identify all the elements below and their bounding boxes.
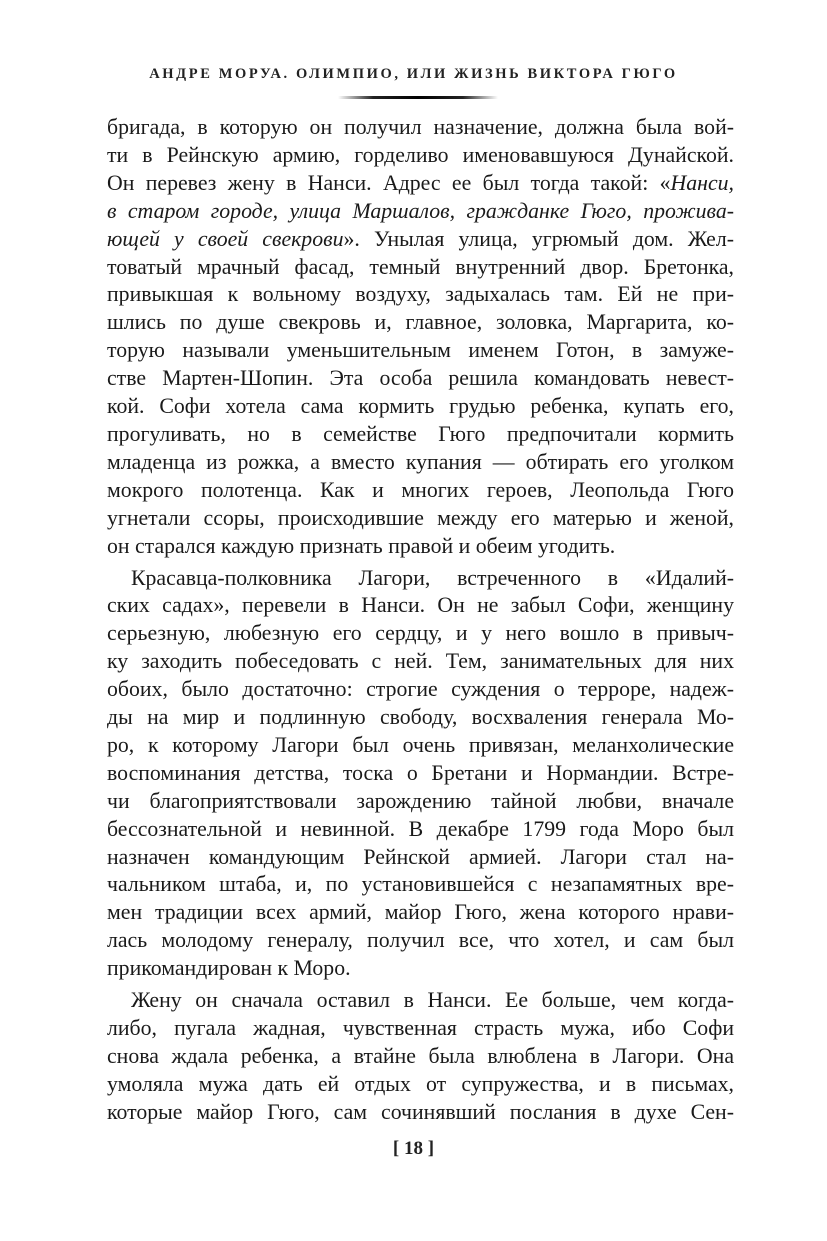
text-line: Он перевез жену в Нанси. Адрес ее был тогда такой: «Нанси, [107,170,734,195]
paragraph-3 [107,987,734,1127]
page-number: [ 18 ] [392,1138,435,1159]
text-line: прогуливать, но в семействе Гюго предпочитали кормить [107,421,734,446]
text-line: лась молодому генералу, получил все, что хотел, и сам был [107,928,734,953]
text-line: ды на мир и подлинную свободу, восхваления генерала Мо- [107,705,734,730]
text-line: шлись по душе свекровь и, главное, золовка, Маргарита, ко- [107,310,734,335]
text-line: товатый мрачный фасад, темный внутренний двор. Бретонка, [107,254,734,279]
text-line: ских садах», перевели в Нанси. Он не забыл Софи, женщину [107,593,734,618]
text-line: бессознательной и невинной. В декабре 1799 года Моро был [107,816,734,841]
text-line: воспоминания детства, тоска о Бретани и Нормандии. Встре- [107,760,734,785]
text-line: торую называли уменьшительным именем Готон, в замуже- [107,338,734,363]
text-line: Красавца-полковника Лагори, встреченного в «Идалий- [131,565,734,590]
text-line: чальником штаба, и, по установившейся с незапамятных вре- [107,872,734,897]
header-rule [338,96,498,99]
text-line: чи благоприятствовали зарождению тайной любви, вначале [107,788,734,813]
text-line: угнетали ссоры, происходившие между его матерью и женой, [107,505,734,530]
text-line: обоих, было достаточно: строгие суждения о терроре, надеж- [107,677,734,702]
text-line: мен традиции всех армий, майор Гюго, жена которого нрави- [107,900,734,925]
text-line: снова ждала ребенка, а втайне была влюблена в Лагори. Она [107,1043,734,1068]
text-line: стве Мартен-Шопин. Эта особа решила командовать невест- [107,366,734,391]
text-line: привыкшая к вольному воздуху, задыхалась там. Ей не при- [107,282,734,307]
text-line: назначен командующим Рейнской армией. Лагори стал на- [107,844,734,869]
text-line: он старался каждую признать правой и обеим угодить. [107,533,616,558]
text-line: ро, к которому Лагори был очень привязан, меланхолические [107,732,734,757]
paragraph-2 [107,565,734,984]
running-head: АНДРЕ МОРУА. ОЛИМПИО, ИЛИ ЖИЗНЬ ВИКТОРА ГЮГО [149,66,678,82]
text-line: Жену он сначала оставил в Нанси. Ее больше, чем когда- [131,988,734,1013]
text-line: ку заходить побеседовать с ней. Тем, занимательных для них [107,649,734,674]
text-line: прикомандирован к Моро. [107,956,351,981]
text-line: в старом городе, улица Маршалов, гражданке Гюго, прожива- [107,198,734,223]
body-text [107,114,734,1127]
text-line: кой. Софи хотела сама кормить грудью ребенка, купать его, [107,394,734,419]
text-line: мокрого полотенца. Как и многих героев, Леопольда Гюго [107,477,734,502]
text-line: ющей у своей свекрови». Унылая улица, угрюмый дом. Жел- [107,226,734,251]
text-line: которые майор Гюго, сам сочинявший послания в духе Сен- [107,1099,734,1124]
text-line: умоляла мужа дать ей отдых от супружества, и в письмах, [107,1071,734,1096]
text-line: либо, пугала жадная, чувственная страсть мужа, ибо Софи [107,1016,734,1040]
text-line: младенца из рожка, а вместо купания — обтирать его уголком [107,449,734,474]
text-line: бригада, в которую он получил назначение, должна была вой- [107,115,734,139]
paragraph-1 [107,114,734,561]
text-line: серьезную, любезную его сердцу, и у него вошло в привыч- [107,621,734,646]
text-line: ти в Рейнскую армию, горделиво именовавшуюся Дунайской. [107,142,734,167]
